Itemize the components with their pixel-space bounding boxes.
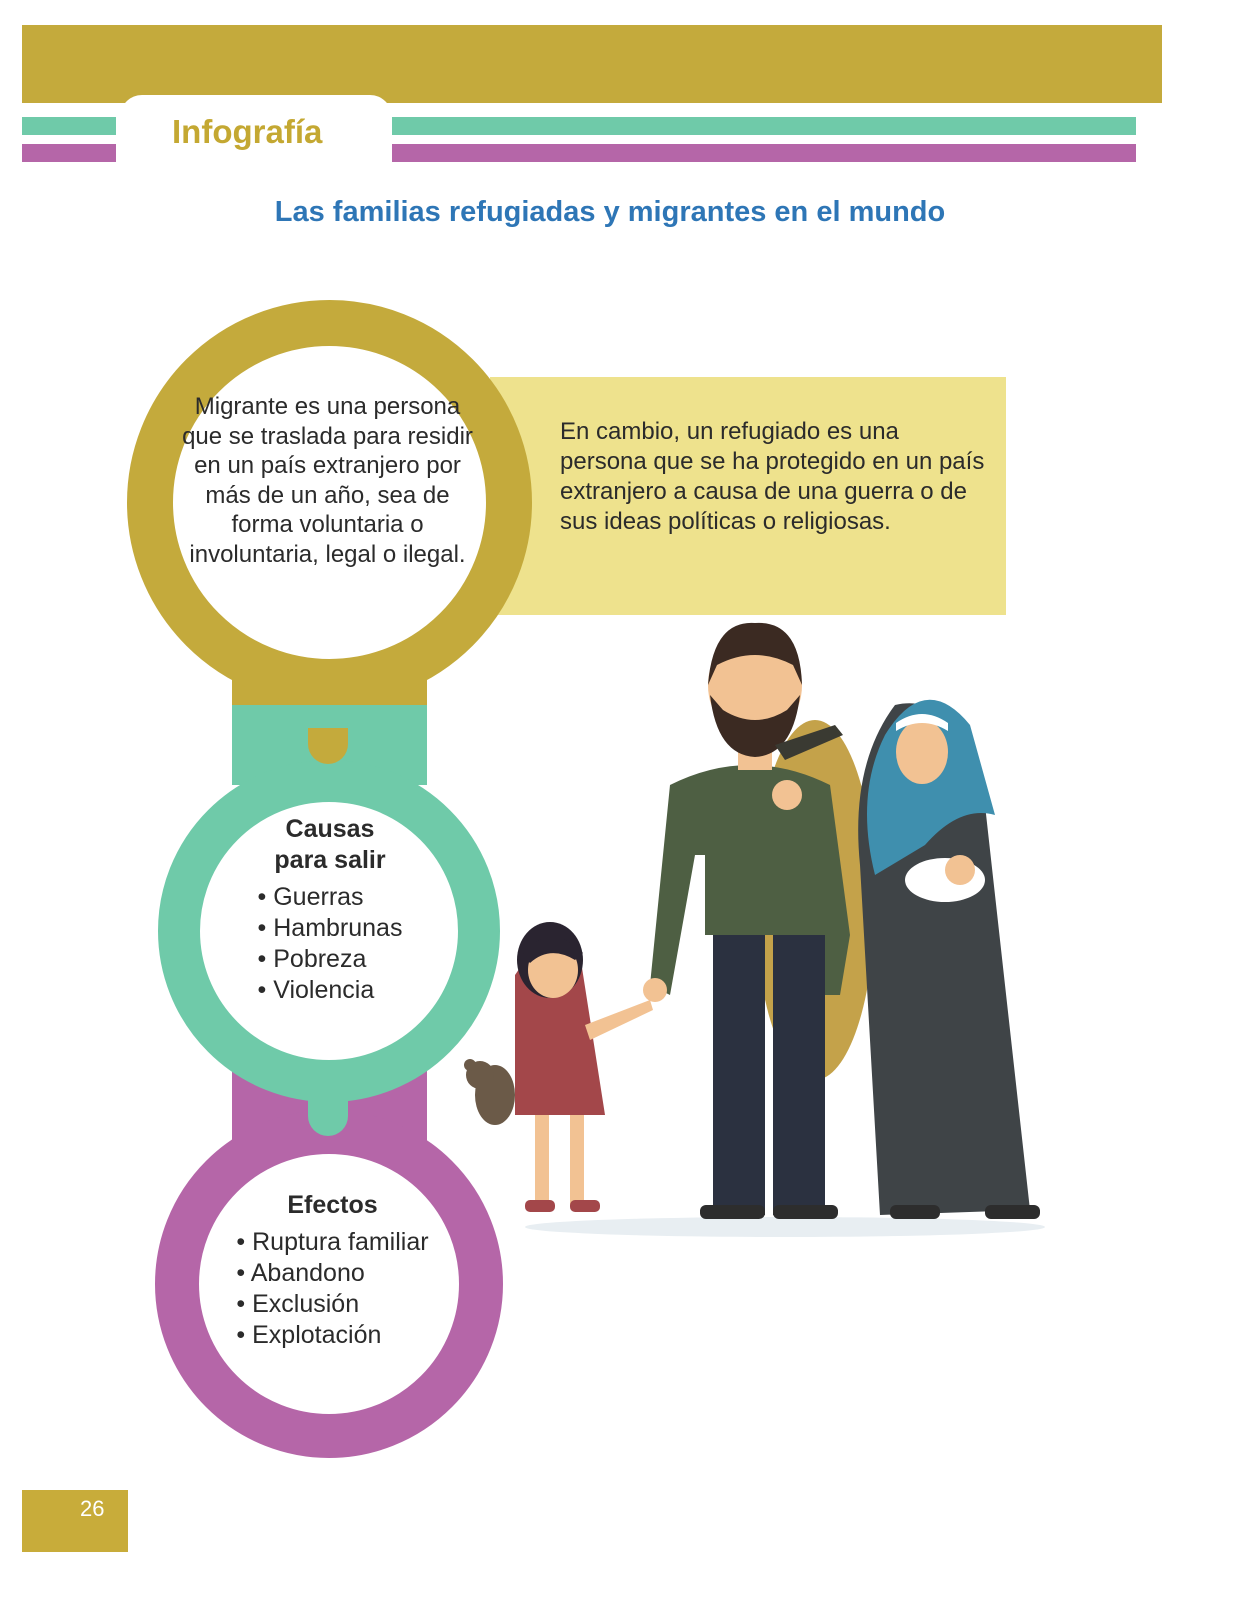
effects-heading: Efectos <box>287 1191 378 1219</box>
effects-list <box>236 1227 428 1351</box>
causes-block <box>200 814 460 1006</box>
page-number: 26 <box>80 1496 105 1521</box>
list-item: • Abandono <box>236 1258 428 1289</box>
effects-block <box>205 1190 460 1351</box>
list-item: • Ruptura familiar <box>236 1227 428 1258</box>
ground-shadow <box>525 1217 1045 1237</box>
page-title: Las familias refugiadas y migrantes en el mundo <box>274 196 946 228</box>
migrant-definition: Migrante es una persona que se traslada para residir en un país extranjero por más de un año, sea de forma voluntaria o involuntaria, legal o ilegal. <box>182 393 473 568</box>
list-item: • Guerras <box>258 882 403 913</box>
causes-heading-line2: para salir <box>274 846 386 874</box>
header-band <box>22 25 1162 103</box>
purple-stripe-right <box>392 144 1136 162</box>
list-item: • Hambrunas <box>258 913 403 944</box>
refugee-definition: En cambio, un refugiado es una persona que se ha protegido en un país extranjero a causa de una guerra o de sus ideas políticas o religiosas. <box>560 418 985 535</box>
causes-list <box>258 882 403 1006</box>
teddy-bear-icon <box>464 1059 515 1125</box>
purple-stripe-left <box>22 144 116 162</box>
girl-figure <box>515 922 653 1212</box>
list-item: • Explotación <box>236 1320 428 1351</box>
refugee-family-illustration <box>455 615 1055 1245</box>
section-label: Infografía <box>172 113 323 150</box>
teal-stripe-right <box>392 117 1136 135</box>
list-item: • Violencia <box>258 975 403 1006</box>
man-figure <box>643 623 850 1219</box>
causes-heading-line1: Causas <box>285 815 375 843</box>
teal-stripe-left <box>22 117 116 135</box>
list-item: • Pobreza <box>258 944 403 975</box>
list-item: • Exclusión <box>236 1289 428 1320</box>
woman-figure <box>858 700 1040 1219</box>
